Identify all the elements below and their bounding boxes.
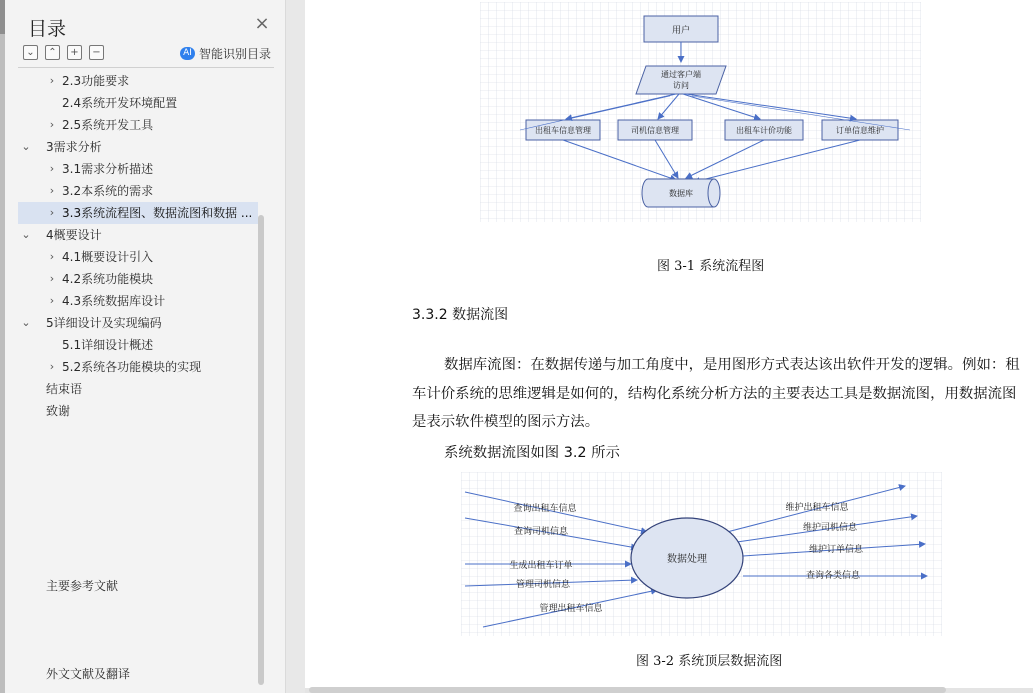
chevron-right-icon[interactable]: › <box>49 250 55 263</box>
toc-item-label: 3.1需求分析描述 <box>62 162 154 176</box>
chevron-right-icon[interactable]: › <box>49 272 55 285</box>
toc-item-label: 3需求分析 <box>46 140 102 154</box>
toc-item-label: 4概要设计 <box>46 228 102 242</box>
toolbar-divider <box>18 67 274 68</box>
chevron-right-icon[interactable]: › <box>49 360 55 373</box>
chevron-right-icon[interactable]: › <box>49 294 55 307</box>
toc-item-label: 外文文献及翻译 <box>46 667 131 681</box>
toc-item[interactable] <box>18 378 258 400</box>
expand-up-button[interactable]: ⌃ <box>45 45 60 60</box>
flow-user-label: 用户 <box>671 26 691 36</box>
toc-item[interactable] <box>18 663 258 685</box>
toc-item-label: 主要参考文献 <box>46 579 119 593</box>
close-icon[interactable]: × <box>254 13 270 34</box>
expand-all-button[interactable]: + <box>67 45 82 60</box>
toc-item-label: 4.3系统数据库设计 <box>62 294 166 308</box>
toc-item-label: 4.1概要设计引入 <box>62 250 154 264</box>
flow-access-label-2: 访问 <box>673 81 689 90</box>
toc-item[interactable] <box>18 70 258 92</box>
chevron-down-icon[interactable]: ⌄ <box>21 316 31 329</box>
toc-item[interactable] <box>18 268 258 290</box>
toc-item-label: 2.4系统开发环境配置 <box>62 96 178 110</box>
sidebar-left-strip <box>0 0 5 693</box>
chevron-right-icon[interactable]: › <box>49 118 55 131</box>
toc-item[interactable] <box>18 400 258 422</box>
horizontal-scrollbar[interactable] <box>309 687 946 693</box>
toc-item[interactable] <box>18 334 258 356</box>
toc-item-label: 4.2系统功能模块 <box>62 272 154 286</box>
toc-sidebar <box>0 0 286 693</box>
toc-item[interactable] <box>18 356 258 378</box>
flow-database-label: 数据库 <box>669 189 693 198</box>
chevron-right-icon[interactable]: › <box>49 162 55 175</box>
dfd-label-in-1: 查询出租车信息 <box>513 504 577 514</box>
ai-icon: AI <box>180 47 195 60</box>
toc-item-label: 致谢 <box>46 404 71 418</box>
dfd-label-in-4: 管理司机信息 <box>515 580 571 590</box>
toc-item-label: 2.5系统开发工具 <box>62 118 154 132</box>
toc-item[interactable] <box>18 575 258 597</box>
toc-item[interactable] <box>18 92 258 114</box>
strip-knob[interactable] <box>0 0 5 34</box>
dfd-label-in-5: 管理出租车信息 <box>539 604 603 614</box>
toc-toolbar <box>23 45 104 61</box>
toc-item[interactable] <box>18 246 258 268</box>
document-gutter <box>287 0 305 693</box>
dfd-label-out-4: 查询各类信息 <box>805 571 861 581</box>
flow-box-taxi-label: 出租车信息管理 <box>535 126 591 135</box>
toc-item[interactable] <box>18 136 258 158</box>
chevron-down-icon[interactable]: ⌄ <box>21 228 31 241</box>
body-paragraph-2: 系统数据流图如图 3.2 所示 <box>444 445 620 461</box>
flow-box-pricing-label: 出租车计价功能 <box>736 126 792 135</box>
toc-item-label: 3.3系统流程图、数据流图和数据 ... <box>62 206 253 220</box>
chevron-right-icon[interactable]: › <box>49 206 55 219</box>
toc-scrollbar[interactable] <box>258 215 264 685</box>
toc-item[interactable] <box>18 180 258 202</box>
toc-item-label: 2.3功能要求 <box>62 74 130 88</box>
toc-item[interactable] <box>18 290 258 312</box>
dfd-label-out-1: 维护出租车信息 <box>785 503 849 513</box>
system-flow-chart <box>480 2 921 222</box>
smart-toc-label: 智能识别目录 <box>199 47 272 61</box>
chevron-right-icon[interactable]: › <box>49 184 55 197</box>
flow-box-driver-label: 司机信息管理 <box>631 126 679 135</box>
toc-item[interactable] <box>18 202 258 224</box>
body-paragraph: 数据库流图：在数据传递与加工角度中，是用图形方式表达该出软件开发的逻辑。例如：租车计价系统的思维逻辑是如何的，结构化系统分析方法的主要表达工具是数据流图，用数据流图是表示软件模型的图示方法。 <box>412 357 1020 430</box>
collapse-button[interactable]: − <box>89 45 104 60</box>
dfd-label-out-2: 维护司机信息 <box>802 523 858 533</box>
dfd-label-in-3: 生成出租车订单 <box>509 561 573 571</box>
chevron-down-icon[interactable]: ⌄ <box>21 140 31 153</box>
smart-toc-button[interactable] <box>180 45 271 62</box>
toc-item[interactable] <box>18 312 258 334</box>
figure-3-1-caption: 图 3-1 系统流程图 <box>657 259 765 274</box>
chevron-right-icon[interactable]: › <box>49 74 55 87</box>
dfd-process-label: 数据处理 <box>667 554 707 565</box>
dfd-label-out-3: 维护订单信息 <box>808 545 864 555</box>
collapse-all-button[interactable]: ⌄ <box>23 45 38 60</box>
toc-item-label: 5详细设计及实现编码 <box>46 316 162 330</box>
flow-access-label-1: 通过客户端 <box>661 70 701 79</box>
toc-item[interactable] <box>18 158 258 180</box>
flow-box-order-label: 订单信息维护 <box>836 126 884 135</box>
section-heading: 3.3.2 数据流图 <box>412 307 509 323</box>
toc-item[interactable] <box>18 114 258 136</box>
toc-item-label: 5.2系统各功能模块的实现 <box>62 360 202 374</box>
data-flow-diagram <box>461 472 942 636</box>
toc-item-label: 5.1详细设计概述 <box>62 338 154 352</box>
figure-3-2-caption: 图 3-2 系统顶层数据流图 <box>636 654 783 669</box>
toc-item[interactable] <box>18 224 258 246</box>
toc-item-label: 3.2本系统的需求 <box>62 184 154 198</box>
dfd-label-in-2: 查询司机信息 <box>513 527 569 537</box>
toc-title: 目录 <box>28 18 67 40</box>
toc-item-label: 结束语 <box>46 382 83 396</box>
